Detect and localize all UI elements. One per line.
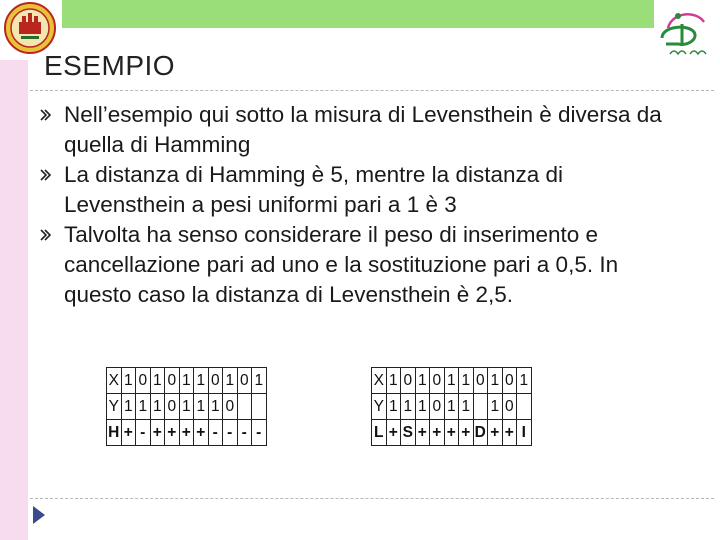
table-cell: D bbox=[473, 420, 488, 446]
table-cell: 1 bbox=[252, 368, 267, 394]
table-cell: 1 bbox=[121, 368, 136, 394]
side-accent-strip bbox=[0, 60, 28, 540]
bullet-text: Nell’esempio qui sotto la misura di Levensthein è diversa da quella di Hamming bbox=[64, 102, 662, 157]
table-cell: 1 bbox=[415, 394, 430, 420]
bullet-item bbox=[40, 100, 680, 160]
slide-title: ESEMPIO bbox=[44, 50, 176, 81]
table-cell: 1 bbox=[488, 394, 503, 420]
header-accent-bar bbox=[62, 0, 654, 28]
table-cell: 0 bbox=[502, 394, 517, 420]
table-cell: L bbox=[372, 420, 387, 446]
table-cell: 1 bbox=[386, 368, 401, 394]
table-row-x bbox=[372, 368, 532, 394]
table-cell: 1 bbox=[415, 368, 430, 394]
table-row-y bbox=[107, 394, 267, 420]
footer-divider bbox=[30, 498, 714, 499]
table-cell: 0 bbox=[165, 368, 180, 394]
table-cell: + bbox=[150, 420, 165, 446]
department-logo-icon bbox=[652, 2, 718, 66]
table-cell bbox=[252, 394, 267, 420]
table-cell bbox=[237, 394, 252, 420]
university-seal-icon bbox=[4, 2, 56, 54]
table-cell: + bbox=[415, 420, 430, 446]
table-cell: 0 bbox=[430, 368, 445, 394]
table-cell bbox=[473, 394, 488, 420]
table-cell: + bbox=[121, 420, 136, 446]
table-cell: Y bbox=[107, 394, 122, 420]
table-cell: 1 bbox=[401, 394, 416, 420]
table-cell: - bbox=[252, 420, 267, 446]
table-cell: 0 bbox=[136, 368, 151, 394]
table-row-ops bbox=[372, 420, 532, 446]
table-cell: 1 bbox=[459, 368, 474, 394]
table-cell: - bbox=[223, 420, 238, 446]
table-cell: 1 bbox=[194, 394, 209, 420]
table-cell: + bbox=[459, 420, 474, 446]
table-cell: X bbox=[107, 368, 122, 394]
table-cell: + bbox=[194, 420, 209, 446]
table-cell: 1 bbox=[121, 394, 136, 420]
table-cell: X bbox=[372, 368, 387, 394]
table-cell: 1 bbox=[194, 368, 209, 394]
table-cell: 1 bbox=[208, 394, 223, 420]
table-cell: 1 bbox=[444, 394, 459, 420]
table-cell: + bbox=[165, 420, 180, 446]
table-cell: + bbox=[444, 420, 459, 446]
table-cell: - bbox=[208, 420, 223, 446]
table-row-y bbox=[372, 394, 532, 420]
table-cell: + bbox=[179, 420, 194, 446]
table-cell: 1 bbox=[179, 394, 194, 420]
table-cell: - bbox=[136, 420, 151, 446]
table-cell: 1 bbox=[517, 368, 532, 394]
table-row-ops bbox=[107, 420, 267, 446]
table-cell: 1 bbox=[386, 394, 401, 420]
bullet-item bbox=[40, 160, 680, 220]
bullet-list bbox=[40, 100, 680, 310]
table-cell: 1 bbox=[136, 394, 151, 420]
table-cell: S bbox=[401, 420, 416, 446]
table-cell: + bbox=[488, 420, 503, 446]
table-cell bbox=[517, 394, 532, 420]
table-cell: 0 bbox=[223, 394, 238, 420]
levenshtein-table bbox=[371, 367, 532, 446]
table-cell: - bbox=[237, 420, 252, 446]
arrow-bullet-icon bbox=[40, 109, 52, 121]
table-cell: H bbox=[107, 420, 122, 446]
bullet-item bbox=[40, 220, 680, 310]
table-cell: 1 bbox=[444, 368, 459, 394]
nav-next-icon[interactable] bbox=[32, 505, 46, 525]
table-cell: 0 bbox=[401, 368, 416, 394]
bullet-text: Talvolta ha senso considerare il peso di inserimento e cancellazione pari ad uno e la sostituzione pari a 0,5. In questo caso la distanza di Levensthein è 2,5. bbox=[64, 222, 619, 307]
table-cell: 1 bbox=[488, 368, 503, 394]
table-cell: 0 bbox=[430, 394, 445, 420]
table-cell: 0 bbox=[237, 368, 252, 394]
table-cell: + bbox=[502, 420, 517, 446]
table-cell: I bbox=[517, 420, 532, 446]
table-cell: 1 bbox=[150, 394, 165, 420]
table-cell: 1 bbox=[150, 368, 165, 394]
table-cell: 0 bbox=[208, 368, 223, 394]
table-cell: 0 bbox=[165, 394, 180, 420]
table-row-x bbox=[107, 368, 267, 394]
hamming-table bbox=[106, 367, 267, 446]
arrow-bullet-icon bbox=[40, 169, 52, 181]
arrow-bullet-icon bbox=[40, 229, 52, 241]
table-cell: + bbox=[386, 420, 401, 446]
bullet-text: La distanza di Hamming è 5, mentre la distanza di Levensthein a pesi uniformi pari a 1 è 3 bbox=[64, 162, 564, 217]
table-cell: 1 bbox=[179, 368, 194, 394]
table-cell: 1 bbox=[223, 368, 238, 394]
table-cell: 0 bbox=[473, 368, 488, 394]
table-cell: Y bbox=[372, 394, 387, 420]
table-cell: + bbox=[430, 420, 445, 446]
table-cell: 1 bbox=[459, 394, 474, 420]
table-cell: 0 bbox=[502, 368, 517, 394]
title-divider bbox=[30, 90, 714, 91]
